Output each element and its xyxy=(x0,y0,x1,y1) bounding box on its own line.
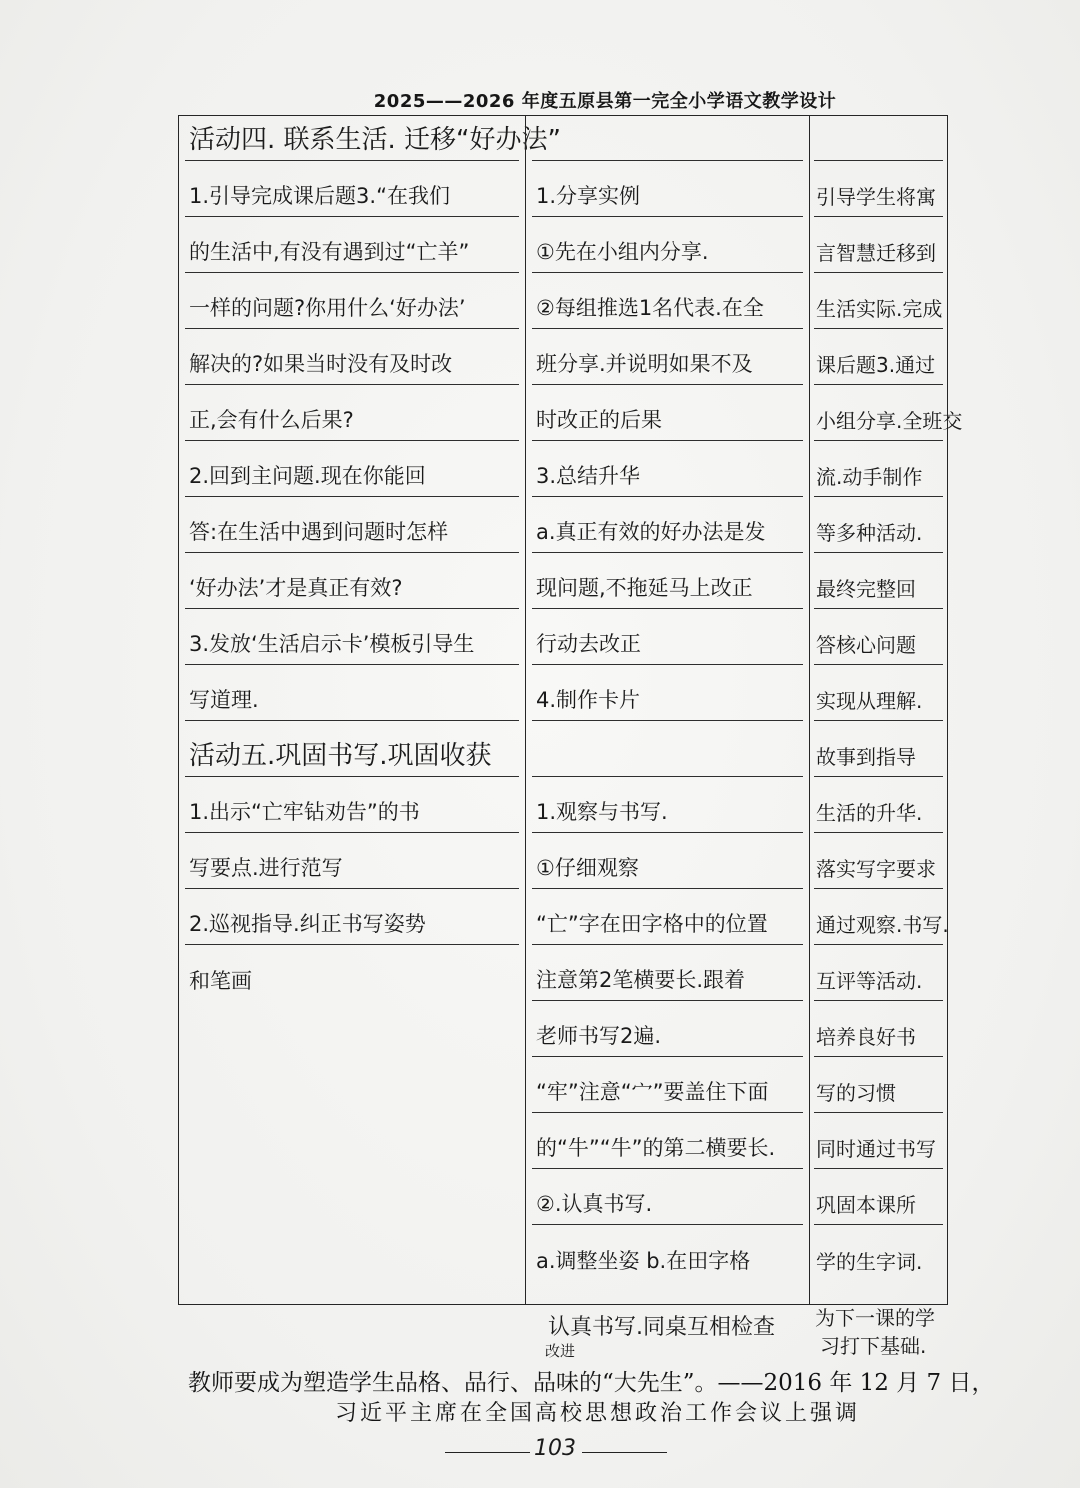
student-activity-line: 的“牛”“牛”的第二横要长. xyxy=(532,1113,803,1169)
design-intent-line: 写的习惯 xyxy=(814,1057,943,1113)
teacher-activity-line: 和笔画 xyxy=(189,969,252,993)
footer-quote-line: 教师要成为塑造学生品格、品行、品味的“大先生”。——2016 年 12 月 7 日， xyxy=(188,1370,995,1396)
design-intent-continued-line: 为下一课的学 xyxy=(815,1306,935,1330)
design-intent-line: 引导学生将寓 xyxy=(814,161,943,217)
design-intent-line: 生活实际.完成 xyxy=(814,273,943,329)
student-activity-line: 4.制作卡片 xyxy=(532,665,803,721)
activity-five-heading: 活动五.巩固书写.巩固收获 xyxy=(185,721,519,777)
empty-ruled-line xyxy=(532,116,803,161)
design-intent-line: 故事到指导 xyxy=(814,721,943,777)
design-intent-line: 同时通过书写 xyxy=(814,1113,943,1169)
teacher-activity-line: 的生活中,有没有遇到过“亡羊” xyxy=(185,217,519,273)
design-intent-line: 实现从理解. xyxy=(814,665,943,721)
design-intent-line: 互评等活动. xyxy=(814,945,943,1001)
student-activity-line: 班分享.并说明如果不及 xyxy=(532,329,803,385)
student-activity-line: 老师书写2遍. xyxy=(532,1001,803,1057)
student-activity-line: ②每组推选1名代表.在全 xyxy=(532,273,803,329)
student-activity-line: 现问题,不拖延马上改正 xyxy=(532,553,803,609)
design-intent-continued-line: 习打下基础. xyxy=(820,1334,927,1358)
teacher-activity-line: 2.巡视指导.纠正书写姿势 xyxy=(185,889,519,945)
design-intent-line: 最终完整回 xyxy=(814,553,943,609)
design-intent-line: 学的生字词. xyxy=(816,1250,923,1274)
design-intent-line: 生活的升华. xyxy=(814,777,943,833)
teacher-activity-line: 1.出示“亡牢钻劝告”的书 xyxy=(185,777,519,833)
student-activity-continued-line: 认真书写.同桌互相检查 xyxy=(548,1315,775,1340)
student-activity-line: 时改正的后果 xyxy=(532,385,803,441)
teacher-activity-line: 2.回到主问题.现在你能回 xyxy=(185,441,519,497)
student-activity-line: a.真正有效的好办法是发 xyxy=(532,497,803,553)
teacher-activity-line: ‘好办法’才是真正有效? xyxy=(185,553,519,609)
student-activity-line: ①仔细观察 xyxy=(532,833,803,889)
student-activity-line: ①先在小组内分享. xyxy=(532,217,803,273)
student-activity-line: a.调整坐姿 b.在田字格 xyxy=(536,1249,751,1273)
empty-ruled-line xyxy=(532,721,803,777)
page-number: 103 xyxy=(534,1436,576,1461)
teacher-activity-line: 一样的问题?你用什么‘好办法’ xyxy=(185,273,519,329)
design-intent-line: 通过观察.书写. xyxy=(814,889,943,945)
student-activity-line: 行动去改正 xyxy=(532,609,803,665)
teacher-activity-line: 写道理. xyxy=(185,665,519,721)
page-number-rule-left xyxy=(445,1452,530,1453)
student-activity-continued-line: 改进 xyxy=(545,1342,576,1360)
page-header-title: 2025——2026 年度五原县第一完全小学语文教学设计 xyxy=(373,91,837,112)
lesson-plan-table xyxy=(178,115,963,1305)
teacher-activity-line: 解决的?如果当时没有及时改 xyxy=(185,329,519,385)
design-intent-line: 课后题3.通过 xyxy=(814,329,943,385)
design-intent-line: 答核心问题 xyxy=(814,609,943,665)
design-intent-line: 培养良好书 xyxy=(814,1001,943,1057)
activity-four-heading: 活动四. 联系生活. 迁移“好办法” xyxy=(185,116,519,161)
student-activity-line: 1.分享实例 xyxy=(532,161,803,217)
design-intent-line: 流.动手制作 xyxy=(814,441,943,497)
student-activity-line: 1.观察与书写. xyxy=(532,777,803,833)
student-activity-line: 3.总结升华 xyxy=(532,441,803,497)
design-intent-line: 言智慧迁移到 xyxy=(814,217,943,273)
design-intent-line: 小组分享.全班交 xyxy=(814,385,943,441)
design-intent-line: 等多种活动. xyxy=(814,497,943,553)
design-intent-line: 巩固本课所 xyxy=(814,1169,943,1225)
teacher-activities-column xyxy=(179,116,561,1304)
student-activity-line: ②.认真书写. xyxy=(532,1169,803,1225)
design-intent-line: 落实写字要求 xyxy=(814,833,943,889)
footer-quote-attribution: 习近平主席在全国高校思想政治工作会议上强调 xyxy=(335,1401,861,1426)
teacher-activity-line: 答:在生活中遇到问题时怎样 xyxy=(185,497,519,553)
student-activity-line: “牢”注意“宀”要盖住下面 xyxy=(532,1057,803,1113)
teacher-activity-line: 写要点.进行范写 xyxy=(185,833,519,889)
student-activity-line: “亡”字在田字格中的位置 xyxy=(532,889,803,945)
teacher-activity-line: 1.引导完成课后题3.“在我们 xyxy=(185,161,519,217)
teacher-activity-line: 3.发放‘生活启示卡’模板引导生 xyxy=(185,609,519,665)
design-intent-column xyxy=(809,116,963,1304)
student-activities-column xyxy=(525,116,809,1304)
teacher-activity-line: 正,会有什么后果? xyxy=(185,385,519,441)
empty-ruled-line xyxy=(814,116,943,161)
page-number-rule-right xyxy=(582,1452,667,1453)
student-activity-line: 注意第2笔横要长.跟着 xyxy=(532,945,803,1001)
